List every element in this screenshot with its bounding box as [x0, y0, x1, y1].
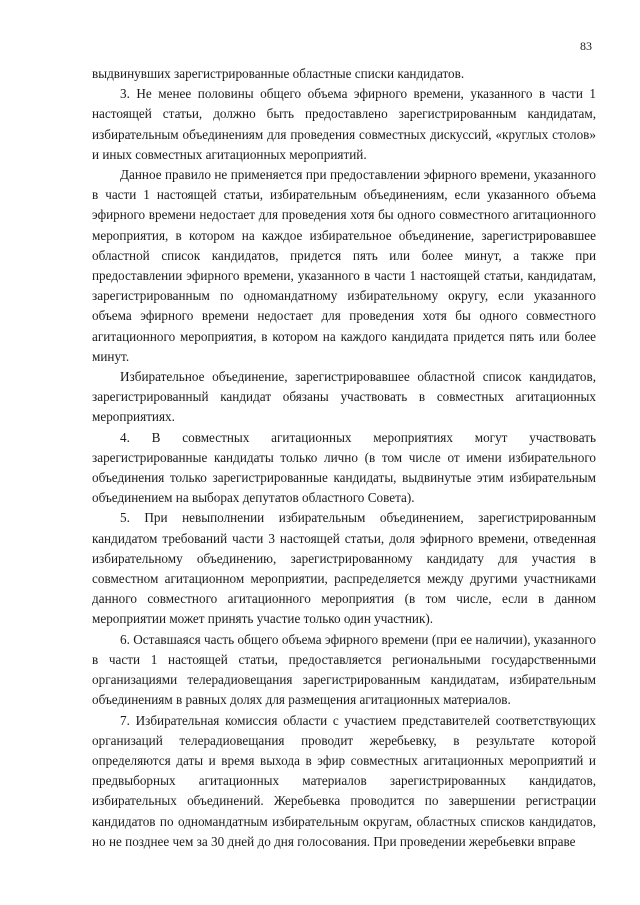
body-text	[92, 64, 596, 852]
paragraph-item-3: 3. Не менее половины общего объема эфирного времени, указанного в части 1 настоящей статьи, должно быть предоставлено зарегистрированным кандидатам, избирательным объединениям для проведения совместных дискуссий, «круглых столов» и иных совместных агитационных мероприятий.	[92, 86, 596, 162]
paragraph-continuation: выдвинувших зарегистрированные областные списки кандидатов.	[92, 66, 465, 81]
paragraph-item-7: 7. Избирательная комиссия области с участием представителей соответствующих организаций телерадиовещания проводит жеребьевку, в результате которой определяются даты и время выхода в эфир совместных агитационных мероприятий и предвыборных агитационных материалов зарегистрированных кандидатов, избирательных объединений. Жеребьевка проводится по завершении регистрации кандидатов по одномандатным избирательным округам, областных списков кандидатов, но не позднее чем за 30 дней до дня голосования. При проведении жеребьевки вправе	[92, 712, 596, 849]
paragraph-item-5: 5. При невыполнении избирательным объединением, зарегистрированным кандидатом требований части 3 настоящей статьи, доля эфирного времени, отведенная избирательному объединению, зарегистрированному кандидату для участия в совместном агитационном мероприятии, распределяется между другими участниками данного совместного агитационного мероприятия (в том числе, если в данном мероприятии может принять участие только один участник).	[92, 510, 596, 627]
paragraph-item-4: 4. В совместных агитационных мероприятиях могут участвовать зарегистрированные кандидаты только лично (в том числе от имени избирательного объединения только зарегистрированные кандидаты, выдвинутые этим избирательным объединением на выборах депутатов областного Совета).	[92, 429, 596, 506]
paragraph-rule-exception: Данное правило не применяется при предоставлении эфирного времени, указанного в части 1 настоящей статьи, избирательным объединениям, если указанного объема эфирного времени недостает для проведения хотя бы одного совместного агитационного мероприятия, в котором на каждое избирательное объединение, зарегистрировавшее областной список кандидатов, придется пять или более минут, а также при предоставлении эфирного времени, указанного в части 1 настоящей статьи, кандидатам, зарегистрированным по одномандатному избирательному округу, если указанного объема эфирного времени недостает для проведения хотя бы одного совместного агитационного мероприятия, в котором на каждого кандидата придется пять или более минут.	[92, 167, 596, 364]
paragraph-obligation: Избирательное объединение, зарегистрировавшее областной список кандидатов, зарегистрированный кандидат обязаны участвовать в совместных агитационных мероприятиях.	[92, 369, 596, 425]
paragraph-item-6: 6. Оставшаяся часть общего объема эфирного времени (при ее наличии), указанного в части 1 настоящей статьи, предоставляется региональными государственными организациями телерадиовещания зарегистрированным кандидатам, избирательным объединениям в равных долях для размещения агитационных материалов.	[92, 631, 596, 708]
page-number: 83	[580, 39, 592, 53]
